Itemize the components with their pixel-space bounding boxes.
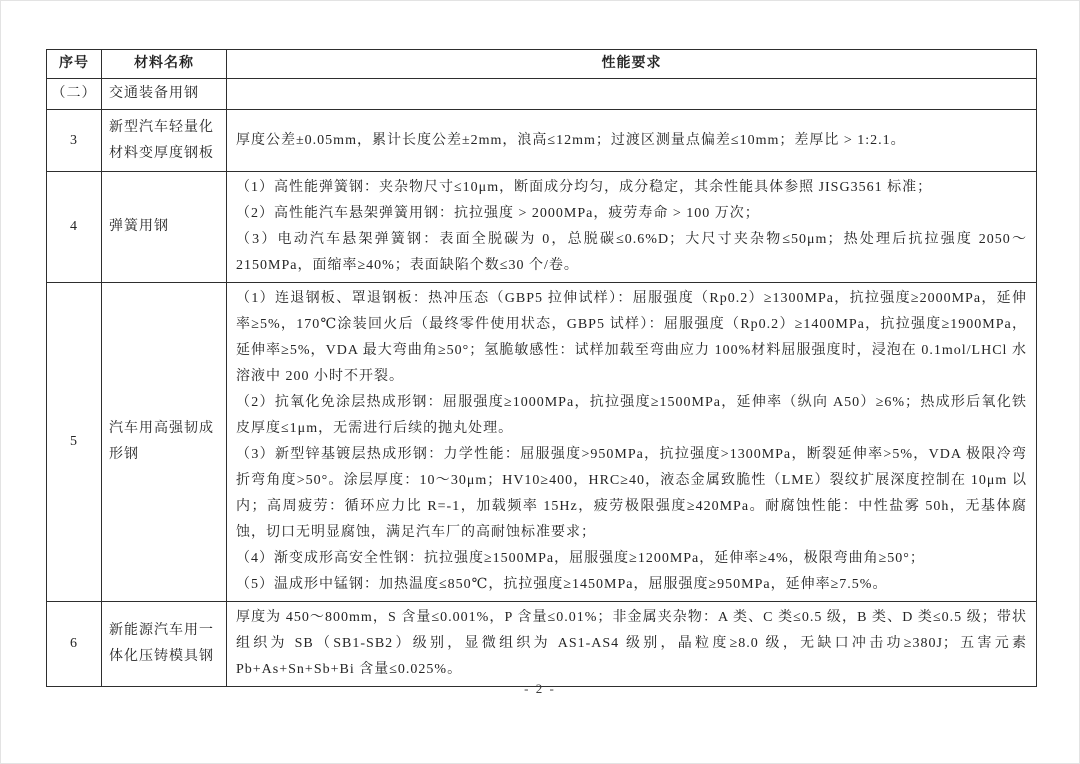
header-no: 序号 <box>47 50 102 79</box>
requirements-cell <box>227 602 1037 687</box>
requirement-item: 厚度为 450～800mm，S 含量≤0.001%，P 含量≤0.01%；非金属夹杂物：A 类、C 类≤0.5 级，B 类、D 类≤0.5 级；带状组织为 SB（SB1-SB2）级别，显微组织为 AS1-AS4 级别，晶粒度≥8.0 级，无缺口冲击功≥380J；五害元素 Pb+As+Sn+Sb+Bi 含量≤0.025%。 <box>236 610 1027 677</box>
table-header-row <box>47 50 1037 79</box>
requirement-item: 厚度公差±0.05mm，累计长度公差±2mm，浪高≤12mm；过渡区测量点偏差≤10mm；差厚比 > 1:2.1。 <box>236 132 906 148</box>
requirement-item: （4）渐变成形高安全性钢：抗拉强度≥1500MPa，屈服强度≥1200MPa，延伸率≥4%，极限弯曲角≥50°； <box>236 551 925 566</box>
header-requirements: 性能要求 <box>227 50 1037 79</box>
row-number-cell: 5 <box>47 283 102 602</box>
material-name-cell: 交通装备用钢 <box>102 79 227 110</box>
material-name-cell: 新型汽车轻量化材料变厚度钢板 <box>102 110 227 172</box>
row-number-cell: 4 <box>47 172 102 283</box>
row-number-cell: （二） <box>47 79 102 110</box>
requirement-item: （2）抗氧化免涂层热成形钢：屈服强度≥1000MPa，抗拉强度≥1500MPa，延伸率（纵向 A50）≥6%；热成形后氧化铁皮厚度≤1μm，无需进行后续的抛丸处理。 <box>236 395 1027 436</box>
requirements-cell <box>227 79 1037 110</box>
material-name-cell: 新能源汽车用一体化压铸模具钢 <box>102 602 227 687</box>
header-material: 材料名称 <box>102 50 227 79</box>
requirement-item: （1）连退钢板、罩退钢板：热冲压态（GBP5 拉伸试样）：屈服强度（Rp0.2）≥1300MPa，抗拉强度≥2000MPa，延伸率≥5%，170℃涂装回火后（最终零件使用状态，GBP5 试样）：屈服强度（Rp0.2）≥1400MPa，抗拉强度≥1900MPa，延伸率≥5%，VDA 最大弯曲角≥50°；氢脆敏感性：试样加载至弯曲应力 100%材料屈服强度时，浸泡在 0.1mol/LHCl 水溶液中 200 小时不开裂。 <box>236 291 1027 384</box>
table-row-6 <box>47 602 1037 687</box>
requirement-item: （1）高性能弹簧钢：夹杂物尺寸≤10μm，断面成分均匀，成分稳定，其余性能具体参照 JISG3561 标准； <box>236 180 933 195</box>
table-row-4 <box>47 172 1037 283</box>
table-row-section <box>47 79 1037 110</box>
requirement-item: （3）电动汽车悬架弹簧钢：表面全脱碳为 0，总脱碳≤0.6%D；大尺寸夹杂物≤50μm；热处理后抗拉强度 2050～2150MPa，面缩率≥40%；表面缺陷个数≤30 个/卷。 <box>236 232 1027 273</box>
requirement-item: （3）新型锌基镀层热成形钢：力学性能：屈服强度>950MPa，抗拉强度>1300MPa，断裂延伸率>5%，VDA 极限冷弯折弯角度>50°。涂层厚度：10～30μm；HV10≥400，HRC≥40，液态金属致脆性（LME）裂纹扩展深度控制在 10μm 以内；高周疲劳：循环应力比 R=-1，加载频率 15Hz，疲劳极限强度≥420MPa。耐腐蚀性能：中性盐雾 50h，无基体腐蚀，切口无明显腐蚀，满足汽车厂的高耐蚀标准要求； <box>236 447 1027 540</box>
requirement-item: （5）温成形中锰钢：加热温度≤850℃，抗拉强度≥1450MPa，屈服强度≥950MPa，延伸率≥7.5%。 <box>236 577 888 592</box>
requirements-cell <box>227 110 1037 172</box>
requirement-item: （2）高性能汽车悬架弹簧用钢：抗拉强度 > 2000MPa，疲劳寿命 > 100 万次； <box>236 206 760 221</box>
page-number: - 2 - <box>524 681 556 696</box>
material-name-cell: 弹簧用钢 <box>102 172 227 283</box>
requirements-cell <box>227 172 1037 283</box>
material-name-cell: 汽车用高强韧成形钢 <box>102 283 227 602</box>
row-number-cell: 6 <box>47 602 102 687</box>
materials-table <box>46 49 1037 687</box>
requirements-cell <box>227 283 1037 602</box>
table-row-3 <box>47 110 1037 172</box>
table-row-5 <box>47 283 1037 602</box>
row-number-cell: 3 <box>47 110 102 172</box>
